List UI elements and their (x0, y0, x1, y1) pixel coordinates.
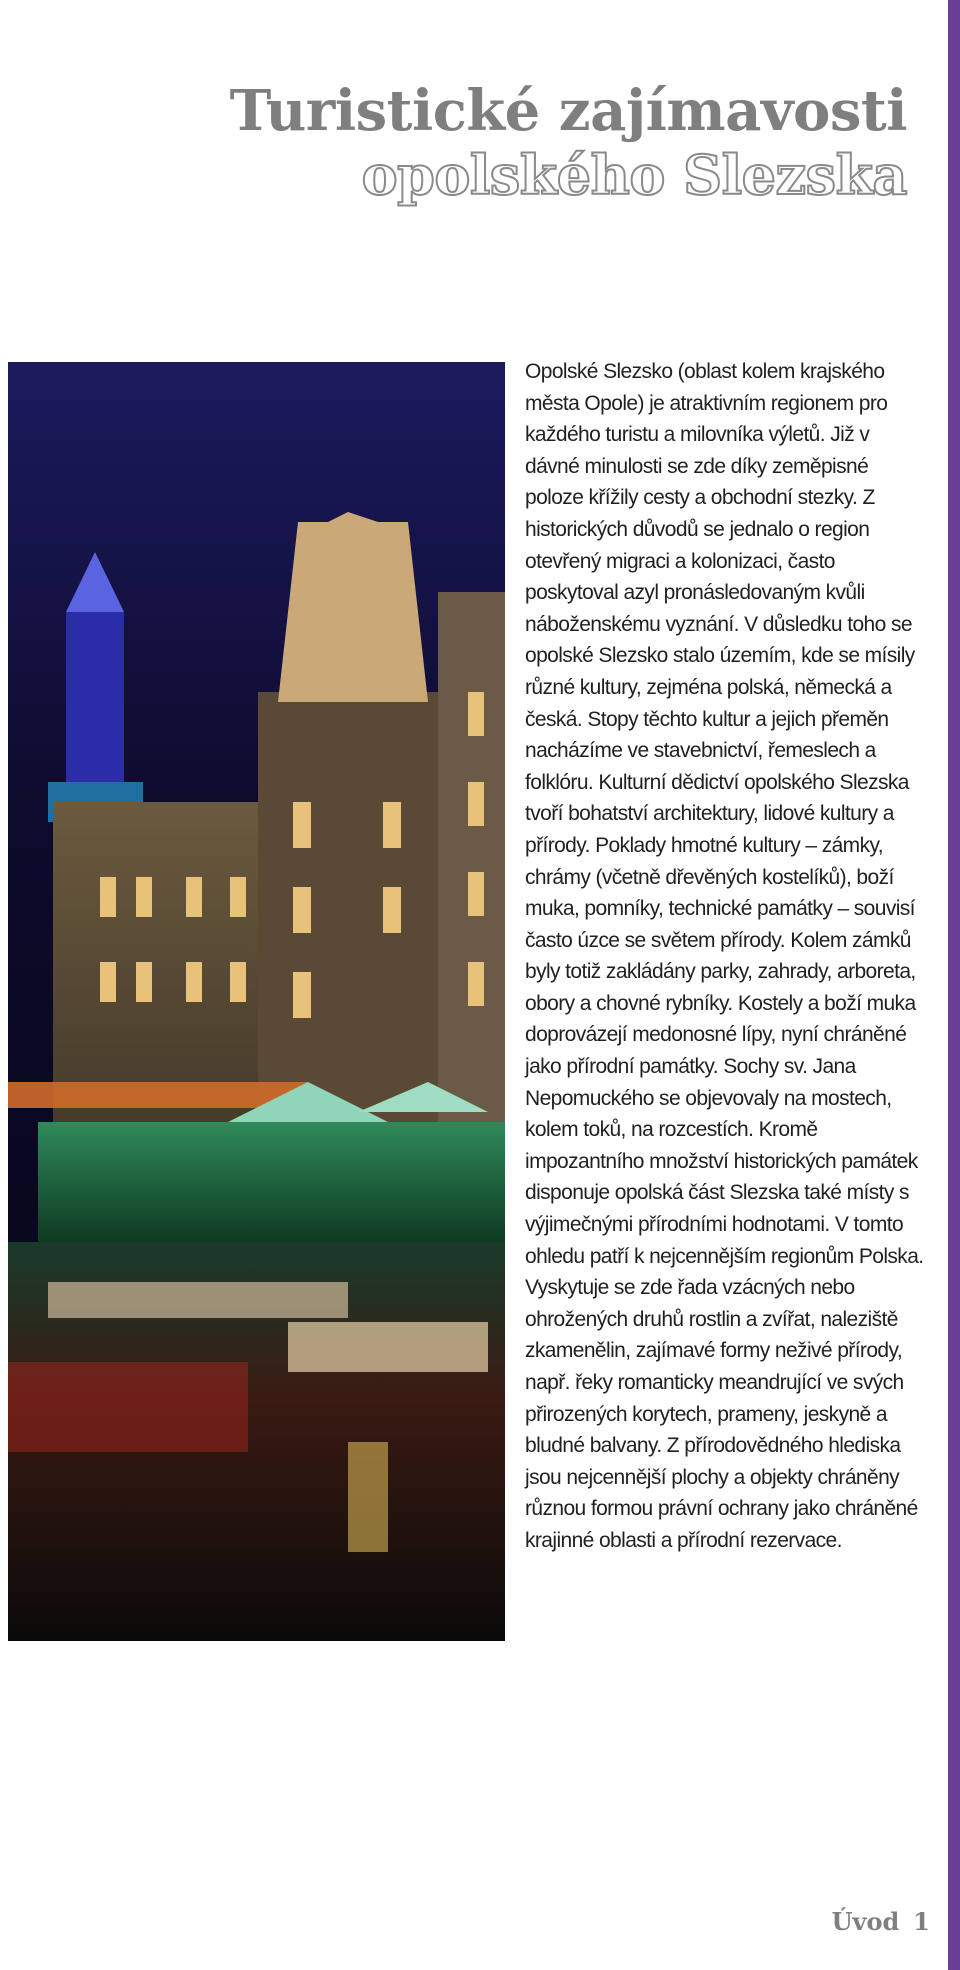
body-text: Opolské Slezsko (oblast kolem krajského města Opole) je atraktivním regionem pro každého turistu a milovníka výletů. Již v dávné minulosti se zde díky zeměpisné poloze křížily cesty a obchodní stezky. Z historických důvodů se jednalo o region otevřený migraci a kolonizaci, často poskytoval azyl pronásledovaným kvůli náboženskému vyznání. V důsledku toho se opolské Slezsko stalo územím, kde se mísily různé kultury, zejména polská, německá a česká. Stopy těchto kultur a jejich přeměn nacházíme ve stavebnictví, řemeslech a folklóru. Kulturní dědictví opolského Slezska tvoří bohatství architektury, lidové kultury a přírody. Poklady hmotné kultury – zámky, chrámy (včetně dřevěných kostelíků), boží muka, pomníky, technické památky – souvisí často úzce se světem přírody. Kolem zámků byly totiž zakládány parky, zahrady, arboreta, obory a chovné rybníky. Kostely a boží muka doprovázejí medonosné lípy, nyní chráněné jako přírodní památky. Sochy sv. Jana Nepomuckého se objevovaly na mostech, kolem toků, na rozcestích. Kromě impozantního množství historických památek disponuje opolská část Slezska také místy s výjimečnými přírodními hodnotami. V tomto ohledu patří k nejcennějším regionům Polska. Vyskytuje se zde řada vzácných nebo ohrožených druhů rostlin a zvířat, naleziště zkamenělin, zajímavé formy neživé přírody, např. řeky romanticky meandrující ve svých přirozených korytech, prameny, jeskyně a bludné balvany. Z přírodovědného hlediska jsou nejcennější plochy a objekty chráněny různou formou právní ochrany jako chráněné krajinné oblasti a přírodní rezervace. (525, 360, 924, 1552)
page-number: 1 (913, 1907, 930, 1936)
page-footer (832, 1907, 930, 1936)
title-line-1: Turistické zajímavosti (229, 78, 907, 144)
title-line-2: opolského Slezska (361, 143, 907, 207)
footer-section: Úvod (831, 1907, 900, 1936)
page-title (230, 78, 907, 206)
purple-edge-bar (948, 0, 960, 1970)
castle-night-photo (8, 362, 505, 1641)
